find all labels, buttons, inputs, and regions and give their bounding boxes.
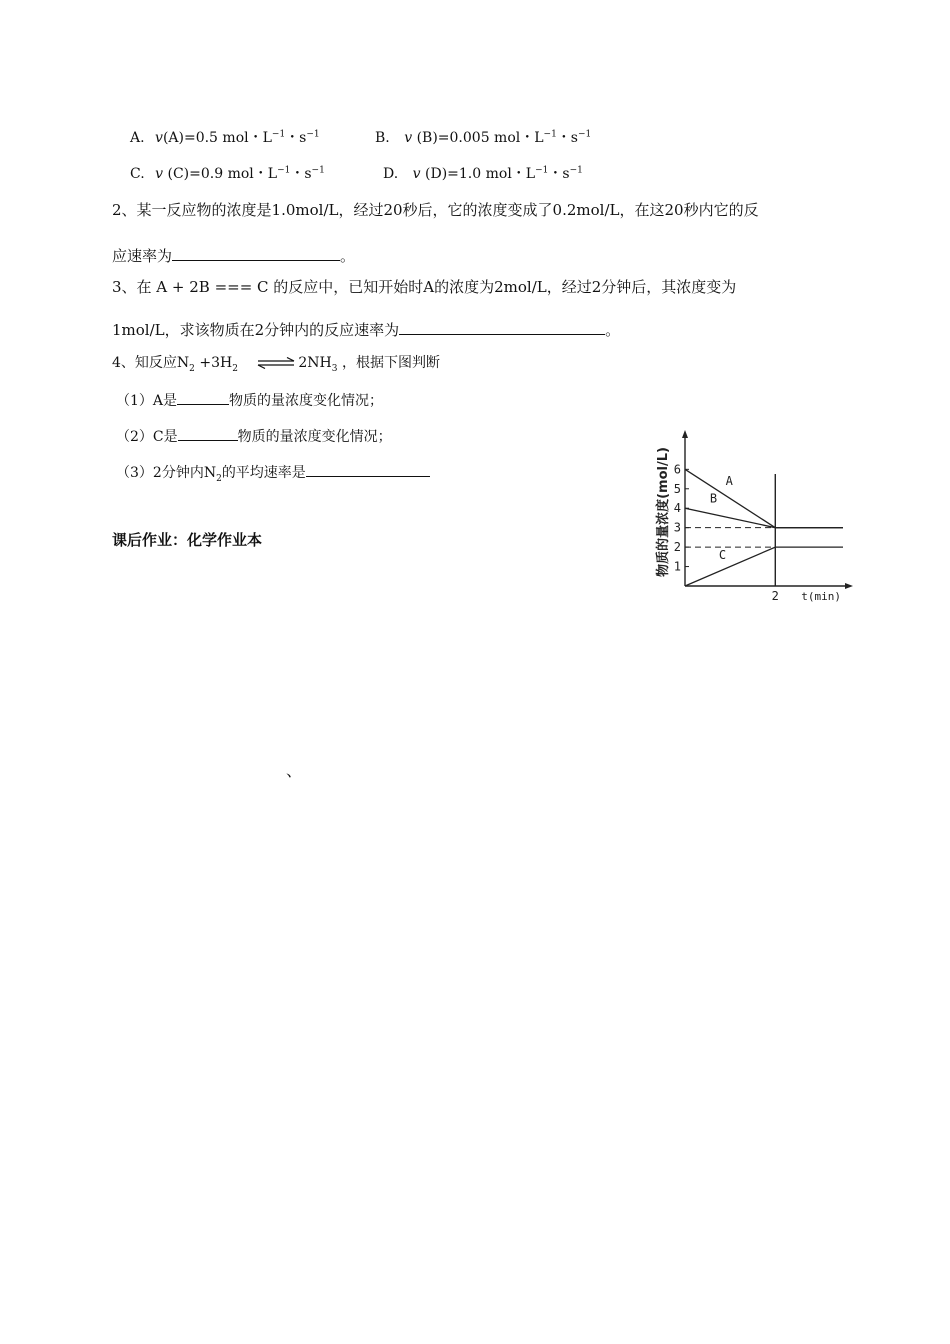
q4-part1-suffix: 物质的量浓度变化情况；: [229, 393, 384, 409]
option-a-expr: (A)=0.5 mol・L: [162, 130, 272, 146]
option-a-exp1: −1: [271, 129, 286, 140]
q4-part1-prefix: （1）A是: [116, 393, 178, 409]
q2-suffix: 。: [340, 247, 356, 265]
option-d-letter: D.: [383, 166, 399, 182]
option-d-mid: ・s: [548, 166, 570, 182]
option-c-exp2: −1: [311, 165, 325, 176]
q4-part3-prefix: （3）2分钟内N: [116, 465, 217, 481]
q4-suffix: ，根据下图判断: [341, 355, 440, 371]
concentration-chart: [655, 430, 855, 602]
series-line-B: [685, 508, 843, 527]
series-label-A: A: [725, 473, 733, 488]
q2-answer-blank[interactable]: [172, 244, 340, 261]
q4-h-subscript: 2: [232, 363, 238, 374]
option-b-exp2: −1: [578, 129, 592, 140]
series-label-C: C: [718, 547, 727, 562]
q4-stem: [112, 353, 440, 373]
option-c: [130, 164, 325, 184]
option-a-var: v: [155, 130, 163, 146]
option-c-mid: ・s: [290, 166, 312, 182]
q4-part3-blank[interactable]: [306, 462, 430, 477]
q4-part2-prefix: （2）C是: [116, 429, 178, 445]
q3-line2: [112, 318, 620, 340]
option-a-exp2: −1: [306, 129, 320, 140]
y-tick-label-1: 1: [673, 559, 681, 574]
option-b-letter: B.: [375, 130, 390, 146]
y-tick-label-4: 4: [673, 501, 681, 516]
y-axis-label: 物质的量浓度(mol/L): [656, 447, 671, 577]
q4-prefix: 4、知反应N: [112, 355, 190, 371]
option-b-mid: ・s: [556, 130, 578, 146]
option-a-mid: ・s: [285, 130, 307, 146]
series-label-B: B: [709, 491, 718, 506]
option-d: [383, 164, 583, 184]
option-d-var: v: [412, 166, 421, 182]
x-axis-label: t(min): [801, 590, 841, 602]
y-tick-label-6: 6: [673, 462, 681, 477]
option-c-var: v: [155, 166, 164, 182]
x-tick-label-2: 2: [771, 589, 779, 602]
q4-part2-suffix: 物质的量浓度变化情况；: [237, 429, 392, 445]
option-b-expr: (B)=0.005 mol・L: [416, 130, 544, 146]
q2-line1: 2、某一反应物的浓度是1.0mol/L，经过20秒后，它的浓度变成了0.2mol/L，在这20秒内它的反: [112, 201, 759, 219]
q4-nh-subscript: 3: [331, 363, 338, 374]
homework-heading: 课后作业：化学作业本: [112, 531, 263, 549]
q4-part1: [116, 390, 383, 411]
option-b: [375, 128, 591, 148]
q4-h2: +3H: [194, 355, 233, 371]
y-axis-arrow-icon: [682, 430, 688, 438]
option-b-var: v: [404, 130, 413, 146]
q4-part2: [116, 426, 392, 447]
q2-prefix: 应速率为: [112, 247, 173, 265]
option-d-exp1: −1: [535, 165, 549, 176]
q3-line1: 3、在 A + 2B === C 的反应中，已知开始时A的浓度为2mol/L，经过2分钟后，其浓度变为: [112, 278, 737, 296]
q4-part2-blank[interactable]: [178, 426, 238, 441]
y-tick-label-3: 3: [673, 520, 681, 535]
stray-mark: 、: [286, 761, 303, 780]
option-a: [130, 128, 320, 148]
option-c-letter: C.: [130, 166, 145, 182]
option-c-expr: (C)=0.9 mol・L: [167, 166, 278, 182]
q4-part3-suffix: 的平均速率是: [221, 465, 306, 481]
q3-prefix: 1mol/L，求该物质在2分钟内的反应速率为: [112, 321, 400, 339]
q4-n-subscript: 2: [189, 363, 195, 374]
option-a-letter: A.: [130, 130, 145, 146]
q3-suffix: 。: [605, 321, 621, 339]
series-line-C: [685, 547, 843, 586]
series-line-A: [685, 469, 843, 527]
equilibrium-arrow-icon: [256, 357, 296, 369]
x-axis-arrow-icon: [845, 583, 853, 589]
q3-answer-blank[interactable]: [399, 318, 605, 335]
q4-part3-subscript: 2: [216, 473, 222, 484]
q2-line2: [112, 244, 355, 266]
option-d-exp2: −1: [569, 165, 583, 176]
option-b-exp1: −1: [543, 129, 557, 140]
q4-part1-blank[interactable]: [177, 390, 229, 405]
option-c-exp1: −1: [277, 165, 291, 176]
q4-part3: [116, 462, 430, 483]
y-tick-label-2: 2: [673, 540, 681, 555]
y-tick-label-5: 5: [673, 481, 681, 496]
option-d-expr: (D)=1.0 mol・L: [425, 166, 536, 182]
q4-product: 2NH: [298, 355, 332, 371]
